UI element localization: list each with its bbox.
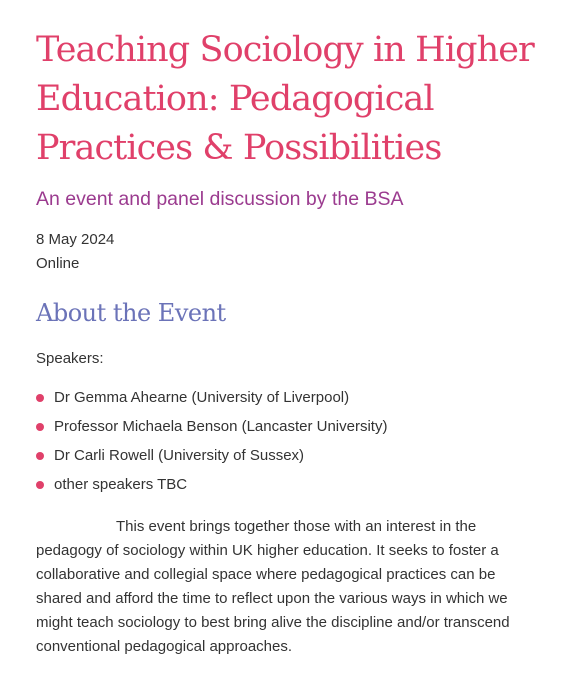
speaker-name: Professor Michaela Benson (Lancaster University) [54,418,388,435]
event-location: Online [36,255,80,272]
bullet-icon [36,452,44,460]
speaker-name: Dr Carli Rowell (University of Sussex) [54,447,305,464]
list-item [36,383,543,412]
list-item [36,470,543,499]
event-title: Teaching Sociology in Higher Education: Pedagogical Practices & Possibilities [36,30,534,168]
speaker-list [36,383,543,499]
event-date: 8 May 2024 [36,231,115,248]
speaker-name: Dr Gemma Ahearne (University of Liverpool) [54,389,350,406]
about-heading: About the Event [36,299,226,327]
speaker-name: other speakers TBC [54,476,188,493]
event-subtitle: An event and panel discussion by the BSA [36,188,404,210]
speakers-label: Speakers: [36,350,104,367]
bullet-icon [36,394,44,402]
bullet-icon [36,481,44,489]
event-meta [36,228,543,276]
bullet-icon [36,423,44,431]
event-description: This event brings together those with an interest in the pedagogy of sociology within UK higher education. It seeks to foster a collaborative and collegial space where pedagogical practices can be shared and afford the time to reflect upon the various ways in which we might teach sociology to best bring alive the discipline and/or transcend conventional pedagogical approaches. [36,518,510,655]
list-item [36,441,543,470]
list-item [36,412,543,441]
